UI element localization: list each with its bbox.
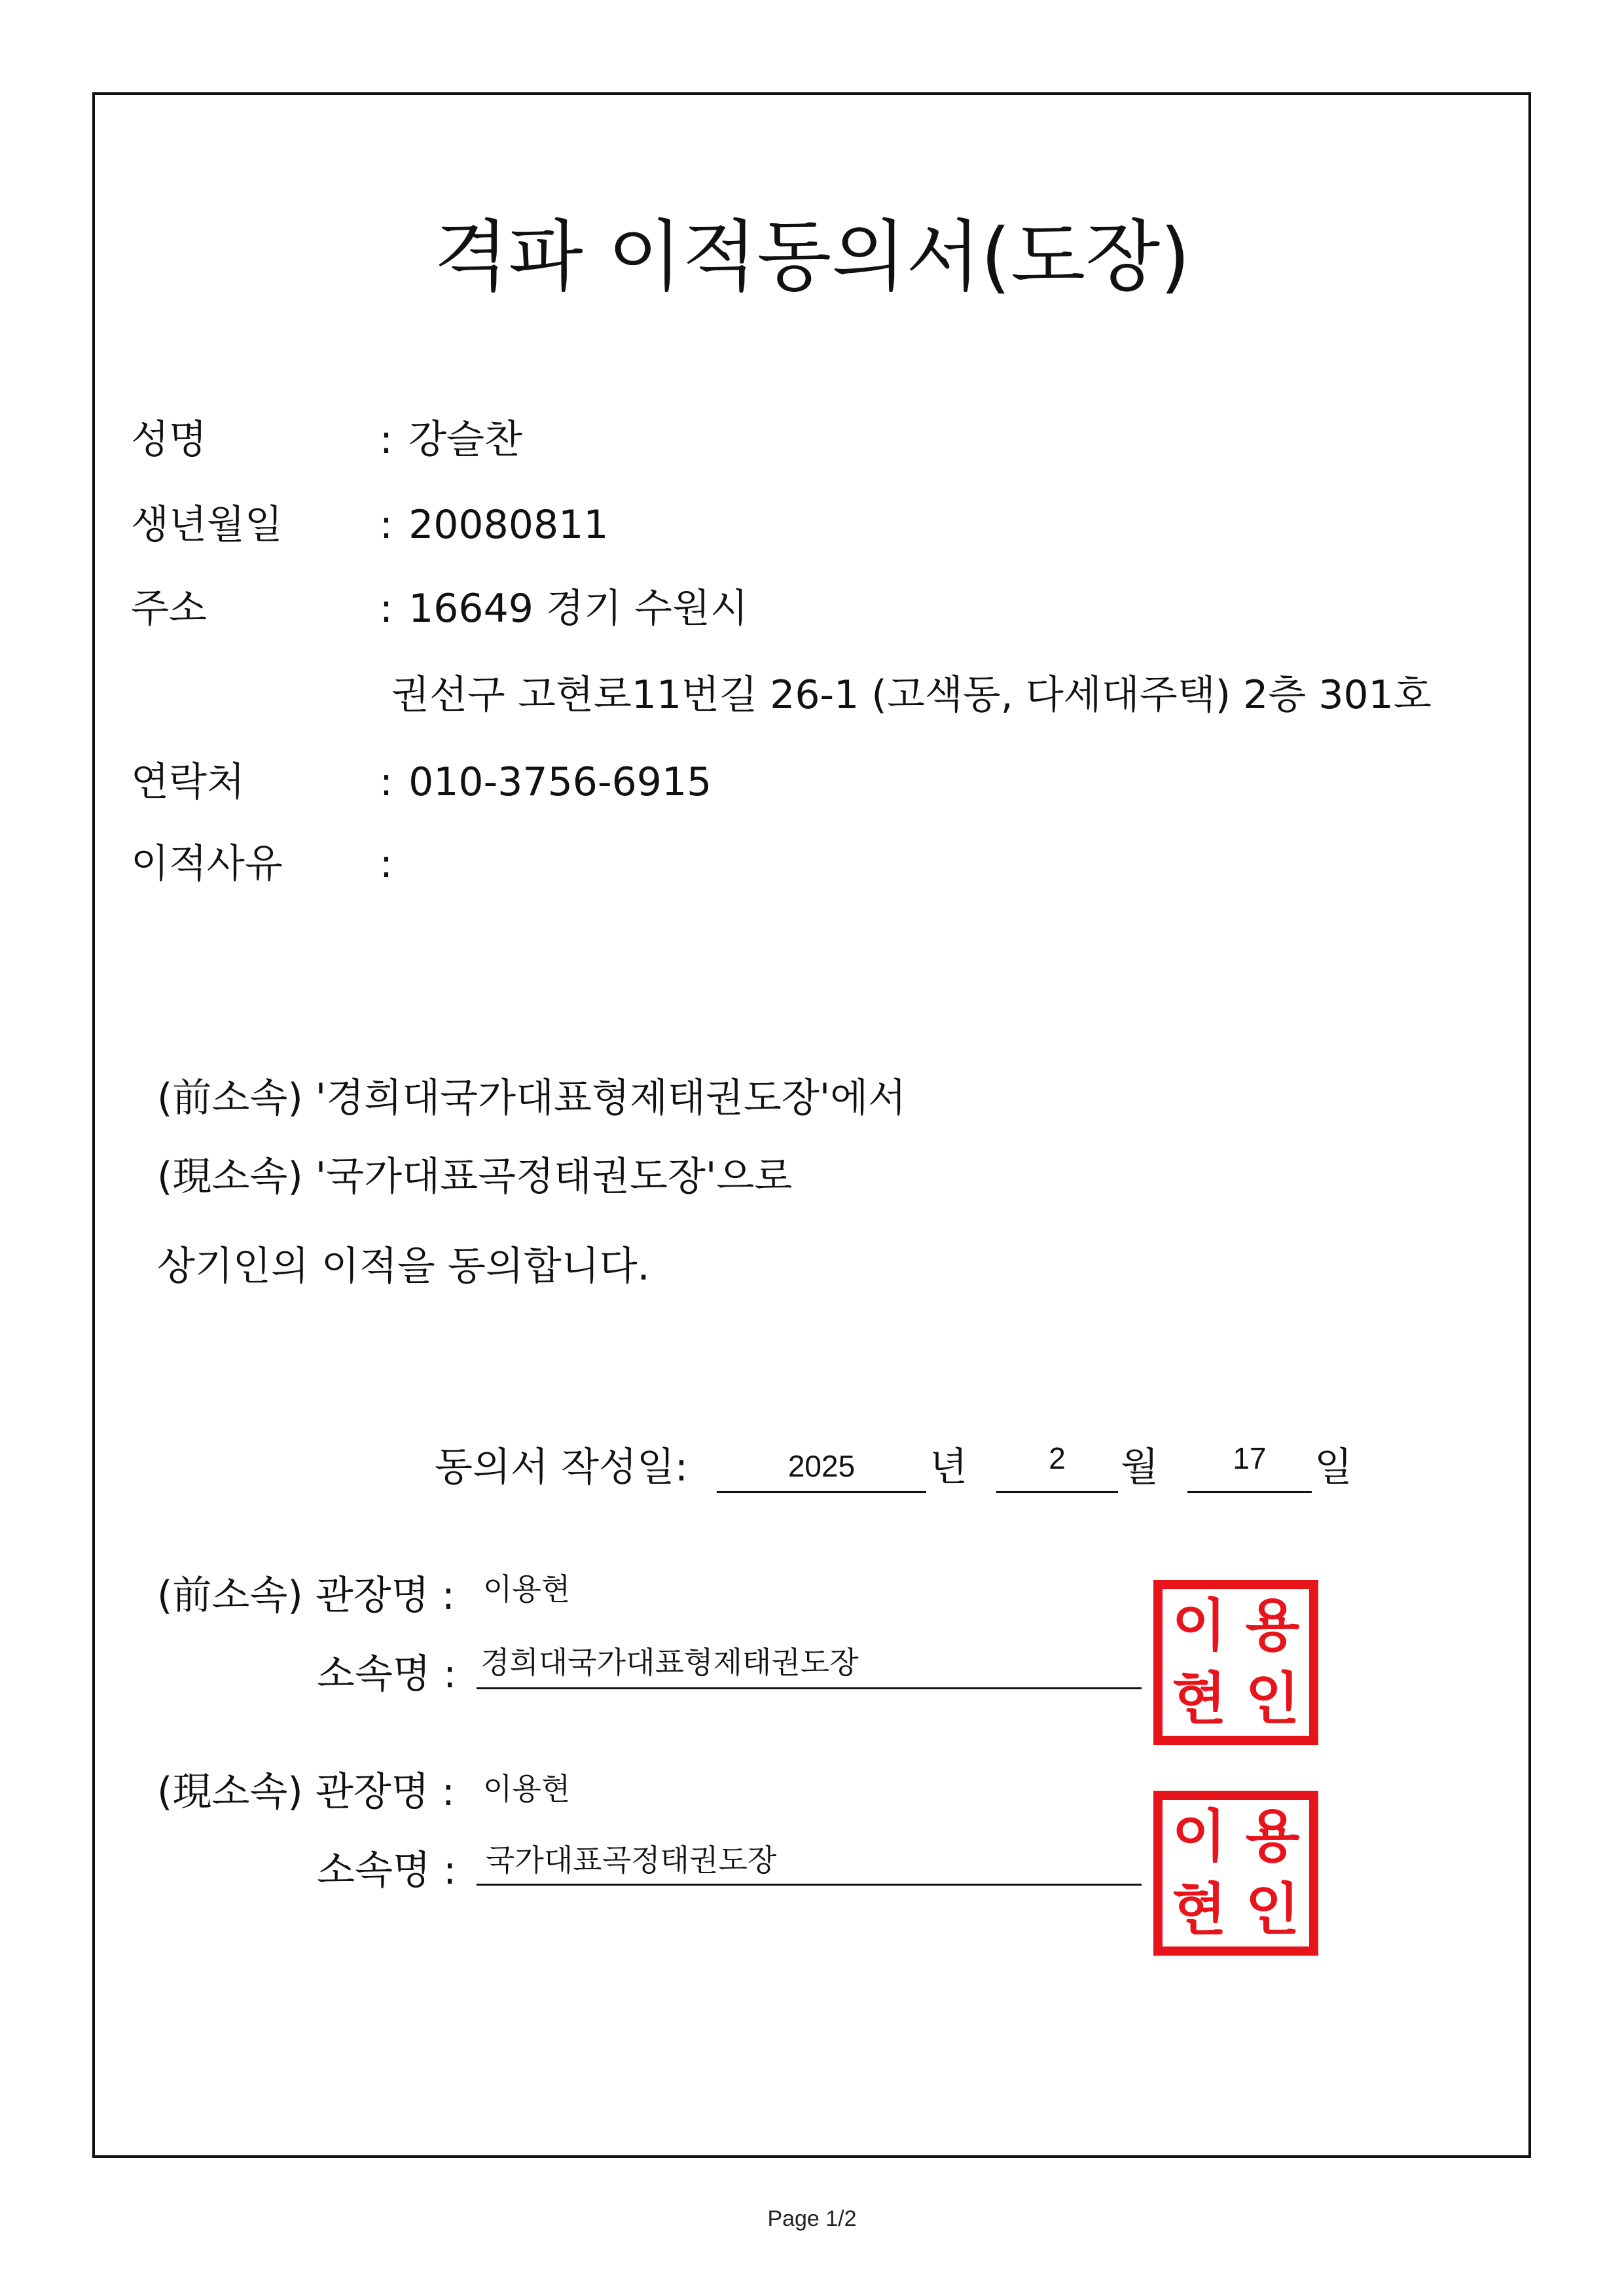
- birth-label: 생년월일: [131, 502, 283, 548]
- address-value-line1: 16649 경기 수원시: [408, 586, 748, 632]
- date-month-unit: 월: [1121, 1444, 1159, 1490]
- contact-colon: :: [379, 759, 393, 805]
- curr-director-label: 관장명 :: [315, 1769, 455, 1815]
- date-day-underline: [1187, 1491, 1312, 1493]
- prev-gym-name: 경희대국가대표형제태권도장: [480, 1645, 859, 1679]
- curr-seal-char-2: 용: [1245, 1804, 1300, 1869]
- reason-field: [131, 838, 396, 890]
- curr-seal-char-4: 인: [1245, 1877, 1300, 1943]
- name-field: [131, 414, 522, 466]
- curr-gym-name: 국가대표곡정태권도장: [486, 1843, 777, 1877]
- curr-seal-char-3: 현: [1172, 1877, 1227, 1943]
- date-label: 동의서 작성일:: [435, 1444, 689, 1490]
- prev-director-label: 관장명 :: [315, 1573, 455, 1619]
- document-title: 격파 이적동의서(도장): [433, 211, 1191, 302]
- contact-label: 연락처: [131, 759, 245, 805]
- date-month-underline: [996, 1491, 1118, 1493]
- reason-colon: :: [379, 841, 393, 887]
- date-day: 17: [1233, 1441, 1267, 1475]
- address-label: 주소: [131, 586, 207, 632]
- date-year-underline: [717, 1491, 926, 1493]
- curr-prefix: (現소속): [157, 1769, 303, 1815]
- statement-consent: 상기인의 이적을 동의합니다.: [157, 1244, 650, 1289]
- prev-gym-underline: [477, 1687, 1142, 1689]
- date-year: 2025: [787, 1449, 856, 1483]
- contact-value: 010-3756-6915: [408, 759, 712, 805]
- birth-colon: :: [379, 502, 393, 548]
- statement-current: (現소속) '국가대표곡정태권도장'으로: [157, 1154, 793, 1200]
- address-field: [131, 583, 748, 635]
- date-day-unit: 일: [1314, 1444, 1352, 1490]
- prev-prefix: (前소속): [157, 1573, 303, 1619]
- prev-seal-stamp: [1153, 1580, 1318, 1745]
- prev-seal-char-3: 현: [1172, 1666, 1227, 1732]
- prev-seal-char-1: 이: [1172, 1593, 1227, 1659]
- birth-value: 20080811: [408, 502, 609, 548]
- reason-label: 이적사유: [131, 841, 283, 887]
- address-colon: :: [379, 586, 393, 632]
- address-value-line2: 권선구 고현로11번길 26-1 (고색동, 다세대주택) 2층 301호: [391, 672, 1432, 718]
- prev-seal-char-2: 용: [1245, 1593, 1300, 1659]
- name-colon: :: [379, 417, 393, 463]
- curr-seal-char-1: 이: [1172, 1804, 1227, 1869]
- prev-director-row: [157, 1570, 455, 1622]
- date-year-unit: 년: [929, 1444, 967, 1490]
- birth-field: [131, 499, 608, 551]
- curr-gym-label: 소속명 :: [317, 1848, 457, 1893]
- name-value: 강슬찬: [408, 417, 522, 463]
- curr-director-name: 이용현: [483, 1772, 571, 1806]
- prev-director-name: 이용현: [483, 1572, 571, 1606]
- name-label: 성명: [131, 417, 207, 463]
- prev-gym-label: 소속명 :: [317, 1651, 457, 1697]
- curr-seal-stamp: [1153, 1791, 1318, 1956]
- curr-gym-underline: [477, 1884, 1142, 1886]
- contact-field: [131, 756, 712, 808]
- prev-seal-char-4: 인: [1245, 1666, 1300, 1732]
- statement-previous: (前소속) '경희대국가대표형제태권도장'에서: [157, 1075, 907, 1121]
- page-number: Page 1/2: [767, 2206, 857, 2231]
- curr-director-row: [157, 1766, 455, 1818]
- date-month: 2: [1049, 1441, 1066, 1475]
